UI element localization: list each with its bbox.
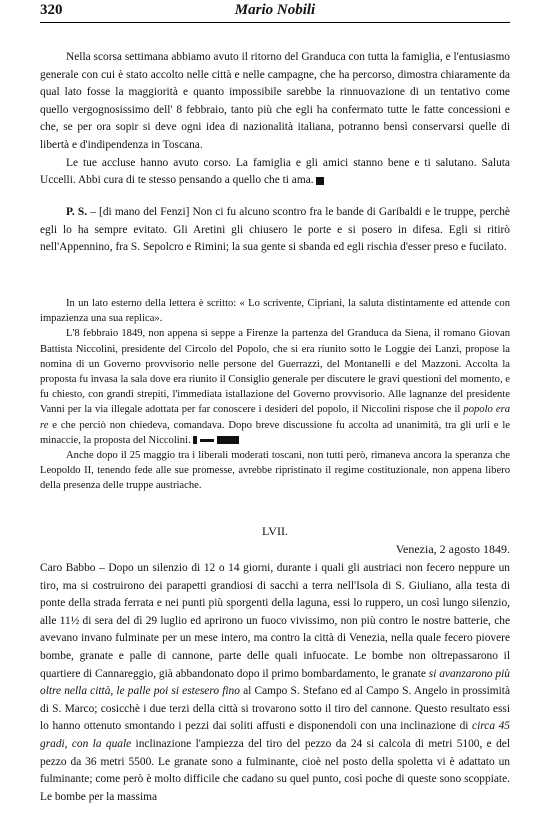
letter-text: Caro Babbo – Dopo un silenzio di 12 o 14 giorni, durante i quali gli austriaci non fecero neppure un tiro, ma si costruirono dei parapetti grandiosi di sacchi a terra nell'Isola di S. Giuliano, alla testa di ponte della strada ferrata e nei punti più sporgenti della laguna, essi lo ruppero, un così lungo silenzio, alle 11½ di sera del dì 29 luglio ed aprirono un fuoco vivissimo, non più contro le nostre batterie, che avevano invano fulminate per un mese intero, ma contro la città di Venezia, nella quale fecero piovere bombe, granate e palle di cannone, parte delle quali infuocate. Le bombe non oltrepassarono il quartiere di Cannareggio, già abbandonato dopo il primo bombardamento, le granate: [40, 562, 510, 680]
letter-place-date: Venezia, 2 agosto 1849.: [395, 542, 510, 556]
letter-italic: si avanzarono più oltre nella città, le palle poi si estesero fino: [40, 667, 510, 698]
postscript-lead: P. S.: [66, 206, 88, 218]
footnote: [40, 296, 510, 494]
postscript-text: – [di mano del Fenzi] Non ci fu alcuno scontro fra le bande di Garibaldi e le truppe, perchè egli lo ha sempre evitato. Gli Aretini gli chiusero le porte e si posero in difesa. Egli si ritirò nell'Appennino, fra S. Sepolcro e Rimini; la sua gente si sbanda ed egli rischia d'esser preso e fucilato.: [40, 206, 510, 254]
letter-2-paragraph: [40, 560, 510, 806]
page-number: 320: [40, 2, 63, 18]
postscript: [40, 204, 510, 257]
page-header: [40, 2, 510, 23]
footnote-text: L'8 febbraio 1849, non appena si seppe a Firenze la partenza del Granduca da Siena, il romano Giovan Battista Niccolini, presidente del Circolo del Popolo, che si era riunito sotto le Loggie dei Lanzi, propose la nomina di un Governo provvisorio nelle persone del Guerrazzi, del Montanelli e del Mazzoni. Accolta la proposta fu invasa la sala dove era riunito il Consiglio generale per discutere le gravi questioni del momento, e fu chiesto, con grandi strepiti, l'immediata istallazione del Governo provvisorio. Alle lagnanze del presidente Vanni per la via illegale adottata per far conoscere i desideri del popolo, il Niccolini rispose che il: [40, 328, 510, 416]
footnote-text: e che perciò non chiedeva, comandava. Dopo breve discussione fu accolta ad unanimità, tra gli urli e le minaccie, la proposta del Niccolini.: [40, 419, 510, 446]
letter-italic: circa 45 gradi, con la quale: [40, 720, 510, 750]
letter-2-body: [40, 560, 510, 806]
footnote-paragraph: In un lato esterno della lettera è scritto: « Lo scrivente, Cipriani, la saluta distintamente ed attende con impazienza una sua replica».: [40, 298, 510, 325]
letter-text: inclinazione l'ampiezza del tiro del pezzo da 24 si calcola di metri 5100, e del pezzo da 36 metri 5500. Le granate sono a fulminante, cioè nel posto della spoletta vi è adattato un fulminante; come però è molto difficile che cadano su quel punto, così poche di queste sono scoppiate. Le bombe per la massima: [40, 737, 511, 803]
letter-paragraph: [40, 155, 510, 190]
ink-mark: [217, 436, 239, 444]
ink-mark: [200, 439, 214, 442]
letter-closing: Le tue accluse hanno avuto corso. La famiglia e gli amici stanno bene e ti salutano. Saluta Uccelli. Abbi cura di te stesso pensando a quello che ti ama.: [40, 156, 510, 187]
footnote-paragraph: Anche dopo il 25 maggio tra i liberali moderati toscani, non tutti però, rimaneva ancora la speranza che Leopoldo II, tenendo fede alle sue promesse, avrebbe ripristinato il regime costituzionale, non appena libero della presenza delle truppe austriache.: [40, 450, 510, 492]
ink-mark: [316, 177, 324, 185]
running-title: Mario Nobili: [234, 2, 316, 18]
ink-mark: [193, 436, 197, 444]
letter-text: al Campo S. Stefano ed al Campo S. Angelo in prossimità di S. Marco; cosicchè i due terzi della città si trovarono sotto il tiro del cannone. Questo resultato essi lo hanno ottenuto smontando i pezzi dai soliti affusti e disponendoli con una inclinazione di: [40, 685, 510, 733]
postscript-paragraph: [40, 204, 510, 257]
letter-number: LVII.: [262, 524, 288, 538]
footnote-paragraph: [40, 326, 510, 448]
footnote-italic: popolo era re: [40, 404, 511, 431]
letter-body: [40, 49, 510, 190]
letter-paragraph: Nella scorsa settimana abbiamo avuto il ritorno del Granduca con tutta la famiglia, e l'entusiasmo generale con cui è stato accolto nelle città e nelle campagne, che ha percorso, dimostra chiaramente da qual lato fosse la maggiorità e quanto impossibile sarebbe la rinnuovazione di un tentativo come quello vergognosissimo dell' 8 febbraio, tanto più che egli ha confermato tutte le fatte concessioni e che, se per ora sopir si deve ogni idea di nazionalità italiana, potranno bensì conservarsi quelle di libertà e d'indipendenza in Toscana.: [40, 51, 510, 151]
